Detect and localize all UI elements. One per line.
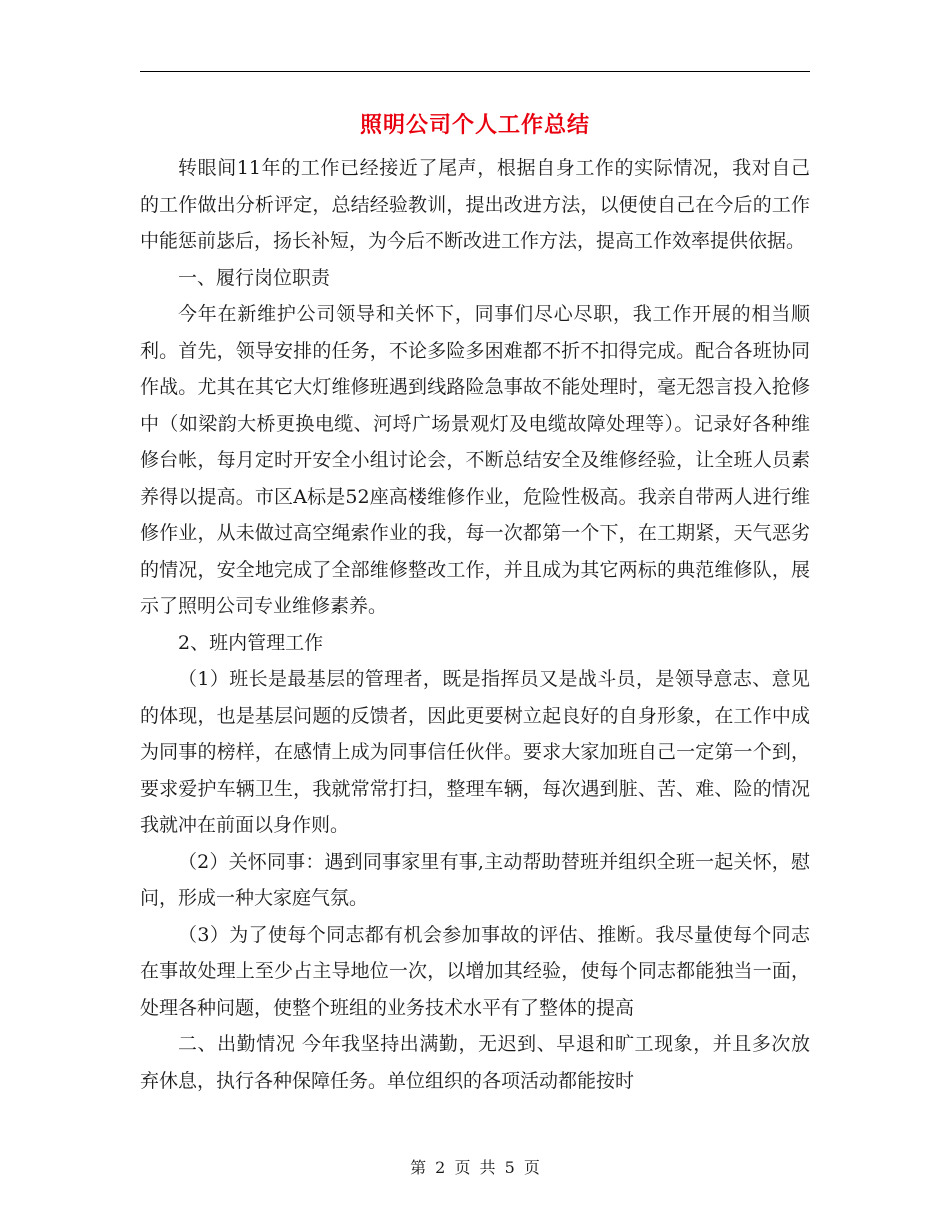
section-heading-team-management: 2、班内管理工作	[178, 631, 324, 654]
header-rule	[140, 71, 810, 72]
document-title: 照明公司个人工作总结	[359, 112, 590, 138]
page-footer: 第 2 页 共 5 页	[410, 1158, 540, 1177]
document-body	[140, 150, 810, 1099]
paragraph-management-1: （1）班长是最基层的管理者，既是指挥员又是战斗员，是领导意志、意见的体现，也是基层问题的反馈者，因此更要树立起良好的自身形象，在工作中成为同事的榜样，在感情上成为同事信任伙伴。要求大家加班自己一定第一个到，要求爱护车辆卫生，我就常常打扫，整理车辆，每次遇到脏、苦、难、险的情况我就冲在前面以身作则。	[140, 668, 810, 836]
section-heading-duties: 一、履行岗位职责	[178, 266, 331, 289]
paragraph-duties: 今年在新维护公司领导和关怀下，同事们尽心尽职，我工作开展的相当顺利。首先，领导安排的任务，不论多险多困难都不折不扣得完成。配合各班协同作战。尤其在其它大灯维修班遇到线路险急事故不能处理时，毫无怨言投入抢修中（如梁韵大桥更换电缆、河埒广场景观灯及电缆故障处理等）。记录好各种维修台帐，每月定时开安全小组讨论会，不断总结安全及维修经验，让全班人员素养得以提高。市区A标是52座高楼维修作业，危险性极高。我亲自带两人进行维修作业，从未做过高空绳索作业的我，每一次都第一个下，在工期紧，天气恶劣的情况，安全地完成了全部维修整改工作，并且成为其它两标的典范维修队，展示了照明公司专业维修素养。	[140, 303, 810, 617]
paragraph-attendance: 二、出勤情况 今年我坚持出满勤，无迟到、早退和旷工现象，并且多次放弃休息，执行各种保障任务。单位组织的各项活动都能按时	[140, 1033, 810, 1092]
paragraph-intro: 转眼间11年的工作已经接近了尾声，根据自身工作的实际情况，我对自己的工作做出分析评定，总结经验教训，提出改进方法，以便使自己在今后的工作中能惩前毖后，扬长补短，为今后不断改进工作方法，提高工作效率提供依据。	[140, 157, 810, 252]
paragraph-management-3: （3）为了使每个同志都有机会参加事故的评估、推断。我尽量使每个同志在事故处理上至少占主导地位一次，以增加其经验，使每个同志都能独当一面，处理各种问题，使整个班组的业务技术水平有了整体的提高	[140, 923, 810, 1019]
paragraph-management-2: （2）关怀同事：遇到同事家里有事,主动帮助替班并组织全班一起关怀，慰问，形成一种大家庭气氛。	[140, 850, 810, 909]
